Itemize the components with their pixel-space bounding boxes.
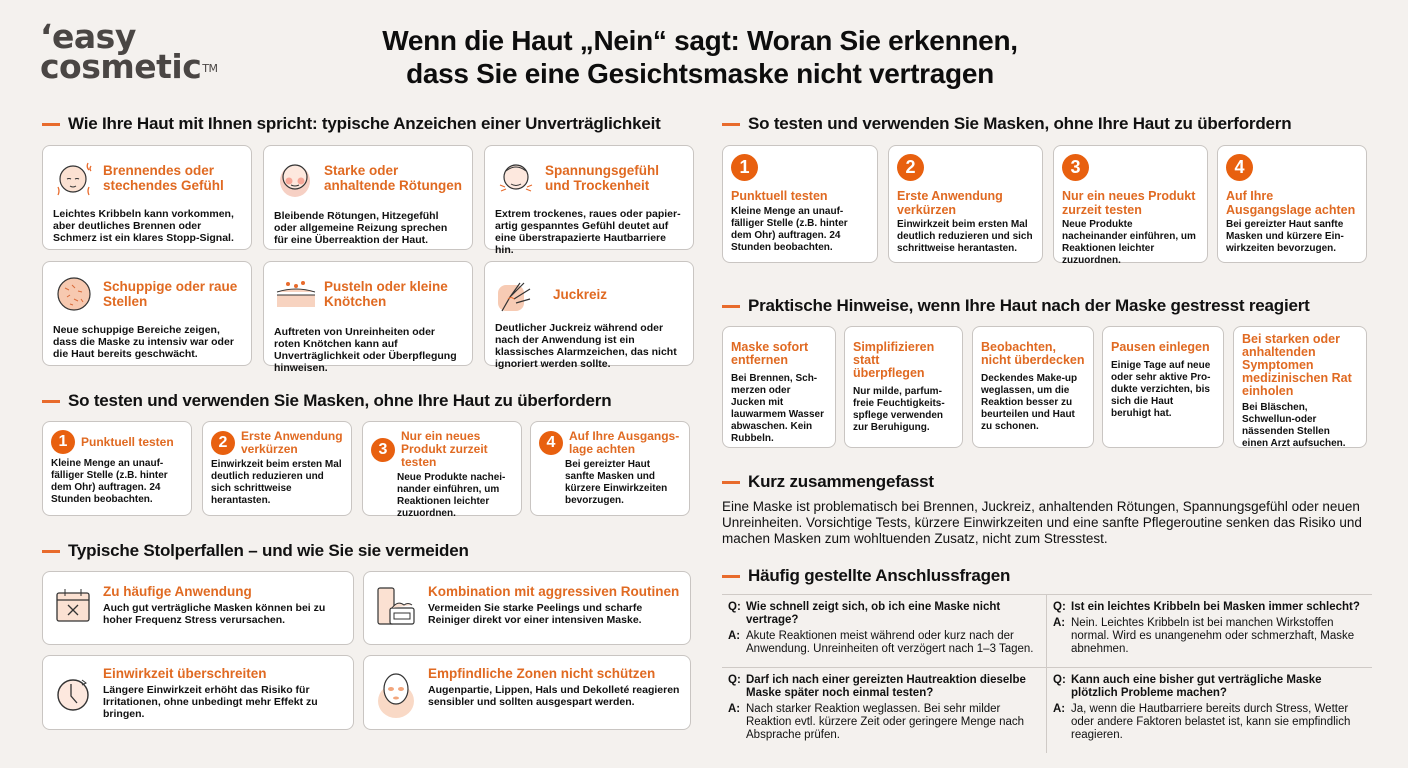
card-text: Neue Produkte nacheinander einführen, um Reaktionen leichter zuzuordnen. xyxy=(1062,219,1196,266)
sign-card-pustules xyxy=(263,261,473,374)
sign-card-flaky xyxy=(42,261,252,366)
card-title: Auf Ihre Ausgangslage achten xyxy=(1226,189,1356,217)
card-title: Einwirkzeit überschreiten xyxy=(103,666,267,681)
section-heading-pitfalls xyxy=(42,541,469,561)
brand-line-1: ‘easy xyxy=(40,17,136,56)
card-text: Neue schuppige Bereiche zeigen, dass die Maske zu intensiv war oder die Haut bereits geschwächt. xyxy=(53,324,234,360)
card-text: Bei gereizter Haut sanfte Masken und kürzere Ein-wirkzeiten bevorzugen. xyxy=(1226,219,1344,254)
card-title: Kombination mit aggressiven Routinen xyxy=(428,584,680,599)
card-text: Auch gut verträgliche Masken können bei zu hoher Frequenz Stress verursachen. xyxy=(103,602,326,626)
test-card-1 xyxy=(42,421,192,516)
faq-question: Wie schnell zeigt sich, ob ich eine Maske nicht vertrage? xyxy=(746,601,1001,626)
section-heading-tests-left xyxy=(42,391,611,411)
card-text: Einwirkzeit beim ersten Mal deutlich reduzieren und sich schrittweise herantasten. xyxy=(897,219,1033,254)
heading-text: So testen und verwenden Sie Masken, ohne Ihre Haut zu überfordern xyxy=(748,114,1292,133)
pitfall-card-aggressive xyxy=(363,571,691,645)
itchy-hand-icon xyxy=(495,272,539,316)
red-face-icon xyxy=(274,156,318,200)
test-card-right-4 xyxy=(1217,145,1367,263)
card-text: Bei Brennen, Sch-merzen oder Jucken mit lauwarmem Wasser abwaschen. Kein Rubbeln. xyxy=(731,373,825,444)
heading-dash xyxy=(722,123,740,126)
test-card-right-2 xyxy=(888,145,1043,263)
section-heading-tests-right xyxy=(722,114,1291,134)
test-card-right-3 xyxy=(1053,145,1208,266)
tip-card-doctor xyxy=(1233,326,1367,448)
question-label: Q: xyxy=(1053,674,1066,686)
faq-answer: Ja, wenn die Hautbarriere bereits durch Stress, Wetter oder andere Faktoren belastet ist, kann sie empfindlich reagieren. xyxy=(1071,703,1351,741)
answer-label: A: xyxy=(1053,703,1066,715)
faq-row xyxy=(722,668,1372,753)
sign-card-redness xyxy=(263,145,473,250)
card-title: Empfindliche Zonen nicht schützen xyxy=(428,666,656,681)
sign-card-itching xyxy=(484,261,694,370)
card-title: Bei starken oder anhaltenden Symptomen medizinischen Rat einholen xyxy=(1242,332,1352,398)
tip-card-observe xyxy=(972,326,1094,448)
skin-layers-icon xyxy=(274,272,318,316)
sign-card-tightness xyxy=(484,145,694,256)
section-heading-faq xyxy=(722,566,1010,586)
card-title: Simplifizieren statt überpflegen xyxy=(853,340,935,380)
tip-card-simplify xyxy=(844,326,963,448)
card-text: Bei Bläschen, Schwellun-oder nässenden Stellen einen Arzt aufsuchen. xyxy=(1242,402,1346,449)
heading-text: Wie Ihre Haut mit Ihnen spricht: typische Anzeichen einer Unverträglichkeit xyxy=(68,114,661,133)
pitfall-card-frequency xyxy=(42,571,354,645)
step-number-badge: 4 xyxy=(539,431,563,455)
heading-text: Praktische Hinweise, wenn Ihre Haut nach der Maske gestresst reagiert xyxy=(748,296,1310,315)
pitfall-card-zones xyxy=(363,655,691,730)
card-title: Punktuell testen xyxy=(81,434,174,449)
card-title: Juckreiz xyxy=(553,286,608,302)
card-title: Auf Ihre Ausgangs-lage achten xyxy=(569,429,680,456)
burning-face-icon xyxy=(53,156,97,200)
section-heading-signs xyxy=(42,114,661,134)
face-zones-icon xyxy=(374,666,418,720)
heading-dash xyxy=(42,123,60,126)
card-text: Augenpartie, Lippen, Hals und Dekolleté reagieren sensibler und sollten ausgespart werden. xyxy=(428,684,680,708)
page-title xyxy=(330,24,1070,90)
card-text: Längere Einwirkzeit erhöht das Risiko für Irritationen, ohne unbedingt mehr Effekt zu bringen. xyxy=(103,684,318,720)
step-number-badge: 1 xyxy=(731,154,758,181)
card-text: Deckendes Make-up weglassen, um die Reaktion besser zu beurteilen und Haut zu schonen. xyxy=(981,373,1078,432)
card-title: Erste Anwendung verkürzen xyxy=(241,429,343,456)
question-label: Q: xyxy=(728,601,741,613)
test-card-right-1 xyxy=(722,145,878,263)
faq-item xyxy=(1047,595,1372,667)
card-title: Zu häufige Anwendung xyxy=(103,584,252,599)
question-label: Q: xyxy=(1053,601,1066,613)
tight-face-icon xyxy=(495,156,539,200)
faq-answer: Akute Reaktionen meist während oder kurz nach der Anwendung. Unreinheiten oft verzögert nach 1–3 Tagen. xyxy=(746,630,1034,655)
step-number-badge: 1 xyxy=(51,430,75,454)
answer-label: A: xyxy=(1053,617,1066,629)
card-title: Schuppige oder raue Stellen xyxy=(103,279,238,309)
heading-text: So testen und verwenden Sie Masken, ohne Ihre Haut zu überfordern xyxy=(68,391,612,410)
flaky-skin-icon xyxy=(53,272,97,316)
card-text: Vermeiden Sie starke Peelings und scharfe Reiniger direkt vor einer intensiven Maske. xyxy=(428,602,643,626)
heading-dash xyxy=(42,400,60,403)
card-title: Pausen einlegen xyxy=(1111,340,1210,354)
section-heading-tips xyxy=(722,296,1310,316)
title-line-1: Wenn die Haut „Nein“ sagt: Woran Sie erkennen, xyxy=(382,25,1018,56)
card-title: Spannungsgefühl und Trockenheit xyxy=(545,163,659,193)
card-title: Erste Anwendung verkürzen xyxy=(897,189,1003,217)
card-text: Einige Tage auf neue oder sehr aktive Pro-dukte verzichten, bis sich die Haut beruhigt hat. xyxy=(1111,360,1211,419)
title-line-2: dass Sie eine Gesichtsmaske nicht vertragen xyxy=(406,58,994,89)
clock-icon xyxy=(53,670,93,718)
tip-card-pause xyxy=(1102,326,1224,448)
faq-item xyxy=(722,595,1047,667)
card-title: Starke oder anhaltende Rötungen xyxy=(324,163,462,193)
heading-text: Häufig gestellte Anschlussfragen xyxy=(748,566,1011,585)
step-number-badge: 2 xyxy=(897,154,924,181)
test-card-4 xyxy=(530,421,690,516)
calendar-x-icon xyxy=(53,584,93,628)
trademark: TM xyxy=(202,62,218,75)
step-number-badge: 2 xyxy=(211,431,235,455)
card-text: Leichtes Kribbeln kann vorkommen, aber deutliches Brennen oder Schmerz ist ein klares Stopp-Signal. xyxy=(53,208,234,244)
card-text: Kleine Menge an unauf-fälliger Stelle (z.B. hinter dem Ohr) auftragen. 24 Stunden beobachten. xyxy=(731,206,848,253)
heading-dash xyxy=(722,481,740,484)
question-label: Q: xyxy=(728,674,741,686)
pitfall-card-time xyxy=(42,655,354,730)
heading-dash xyxy=(722,305,740,308)
heading-dash xyxy=(42,550,60,553)
brand-line-2: cosmetic xyxy=(40,47,202,86)
heading-dash xyxy=(722,575,740,578)
card-text: Bleibende Rötungen, Hitzegefühl oder allgemeine Reizung sprechen für eine Überreaktion der Haut. xyxy=(274,210,448,246)
brand-logo xyxy=(40,17,218,86)
faq-question: Ist ein leichtes Kribbeln bei Masken immer schlecht? xyxy=(1071,601,1360,613)
card-title: Nur ein neues Produkt zurzeit testen xyxy=(401,429,488,469)
faq-item xyxy=(1047,668,1372,753)
test-card-2 xyxy=(202,421,352,516)
card-title: Maske sofort entfernen xyxy=(731,340,809,367)
card-title: Punktuell testen xyxy=(731,189,828,203)
card-text: Einwirkzeit beim ersten Mal deutlich reduzieren und sich schrittweise herantasten. xyxy=(211,459,342,506)
heading-text: Typische Stolperfallen – und wie Sie sie vermeiden xyxy=(68,541,469,560)
card-text: Extrem trockenes, raues oder papier-artig gespanntes Gefühl deutet auf eine überstrapazierte Hautbarriere hin. xyxy=(495,208,681,256)
card-text: Nur milde, parfum-freie Feuchtigkeits-spflege verwenden zur Beruhigung. xyxy=(853,386,945,433)
sign-card-burning xyxy=(42,145,252,250)
card-text: Deutlicher Juckreiz während oder nach der Anwendung ist ein klassisches Alarmzeichen, das nicht ignoriert werden sollte. xyxy=(495,322,677,370)
answer-label: A: xyxy=(728,703,741,715)
faq-answer: Nein. Leichtes Kribbeln ist bei manchen Wirkstoffen normal. Wird es unangenehm oder schmerzhaft, Maske abnehmen. xyxy=(1071,617,1355,655)
faq-table xyxy=(722,594,1372,753)
faq-item xyxy=(722,668,1047,753)
step-number-badge: 3 xyxy=(371,438,395,462)
faq-answer: Nach starker Reaktion weglassen. Bei sehr milder Reaktion evtl. kürzere Zeit oder geringere Menge nach Absprache prüfen. xyxy=(746,703,1025,741)
card-text: Neue Produkte nachei-nander einführen, um Reaktionen leichter zuzuordnen. xyxy=(397,472,506,519)
faq-row xyxy=(722,595,1372,668)
card-text: Bei gereizter Haut sanfte Masken und kürzere Einwirkzeiten bevorzugen. xyxy=(565,459,668,506)
card-title: Beobachten, nicht überdecken xyxy=(981,340,1085,367)
step-number-badge: 4 xyxy=(1226,154,1253,181)
card-title: Brennendes oder stechendes Gefühl xyxy=(103,163,224,193)
test-card-3 xyxy=(362,421,522,519)
summary-text: Eine Maske ist problematisch bei Brennen, Juckreiz, anhaltenden Rötungen, Spannungsgefühl oder neuen Unreinheiten. Vorsichtige Tests, kürzere Einwirkzeiten und eine sanfte Pflegeroutine senken das Risiko und machen Masken zum wohltuenden Zusatz, nicht zum Stresstest. xyxy=(722,499,1362,546)
faq-question: Kann auch eine bisher gut verträgliche Maske plötzlich Probleme machen? xyxy=(1071,674,1322,699)
card-text: Kleine Menge an unauf-fälliger Stelle (z.B. hinter dem Ohr) auftragen. 24 Stunden beobachten. xyxy=(51,458,168,505)
step-number-badge: 3 xyxy=(1062,154,1089,181)
heading-text: Kurz zusammengefasst xyxy=(748,472,934,491)
card-title: Nur ein neues Produkt zurzeit testen xyxy=(1062,189,1196,217)
faq-question: Darf ich nach einer gereizten Hautreaktion dieselbe Maske später noch einmal testen? xyxy=(746,674,1026,699)
answer-label: A: xyxy=(728,630,741,642)
card-text: Auftreten von Unreinheiten oder roten Knötchen kann auf Unverträglichkeit oder Überpflegung hinweisen. xyxy=(274,326,457,374)
tip-card-remove xyxy=(722,326,836,448)
section-heading-summary xyxy=(722,472,934,492)
cosmetic-products-icon xyxy=(374,584,418,628)
card-title: Pusteln oder kleine Knötchen xyxy=(324,279,448,309)
